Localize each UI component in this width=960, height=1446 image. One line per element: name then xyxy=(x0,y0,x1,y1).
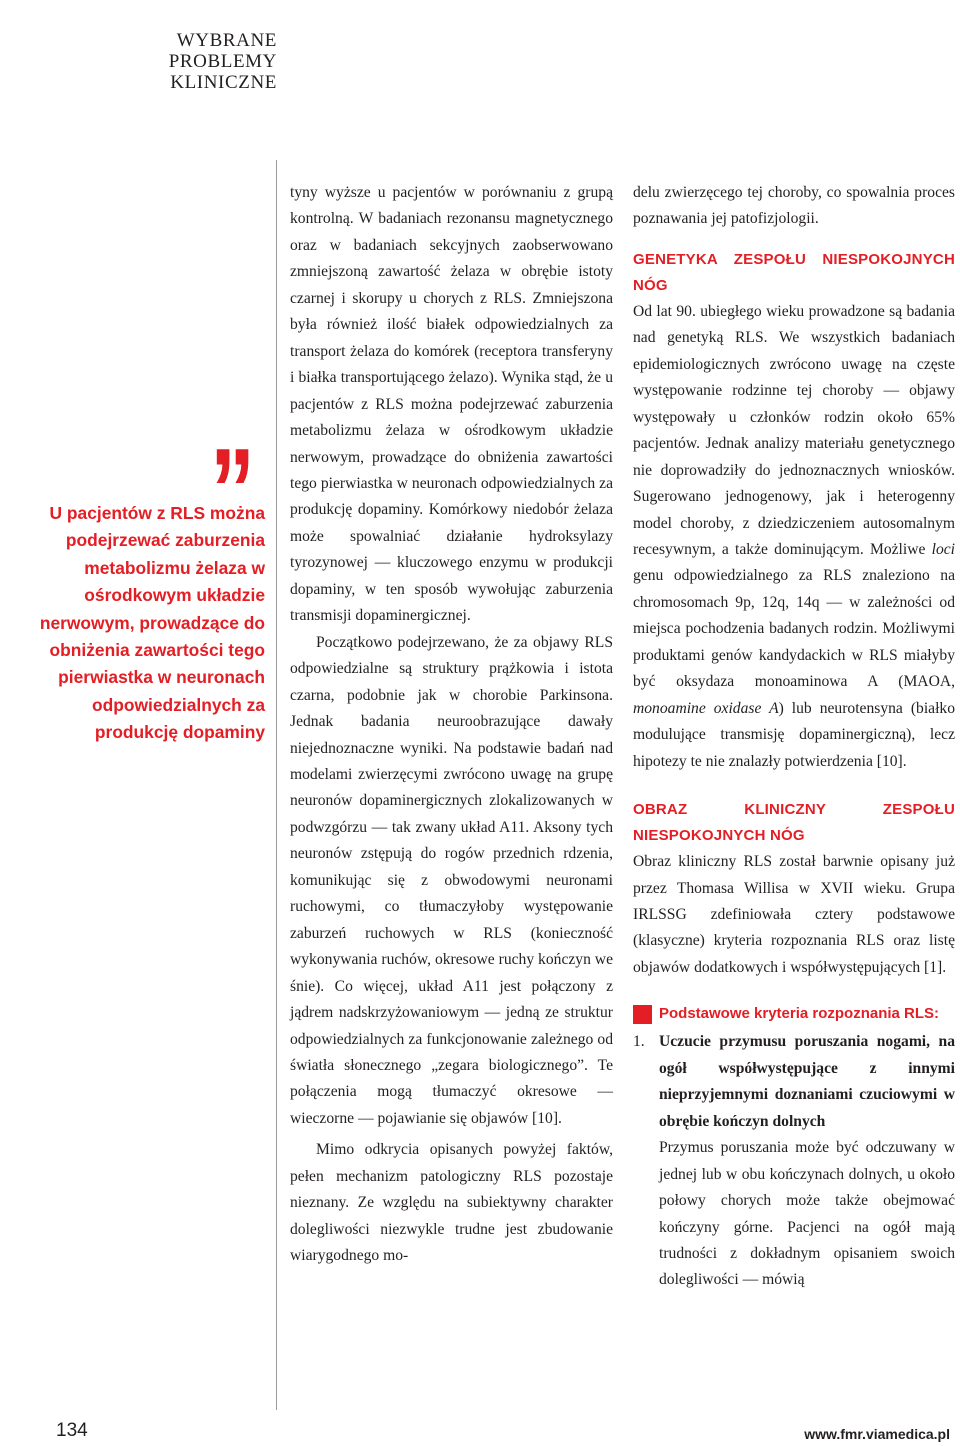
section-heading: OBRAZ KLINICZNY ZESPOŁU NIESPOKOJNYCH NÓG xyxy=(633,801,955,845)
red-square-icon xyxy=(633,1005,652,1024)
section-header-line: KLINICZNE xyxy=(170,72,277,93)
list-item xyxy=(633,1029,955,1294)
text-run: ) lub neurotensyna (białko modulujące transmisję dopaminergiczną), lecz hipotezy te nie znalazły potwierdzenia [10]. xyxy=(633,699,956,770)
list-item-number: 1. xyxy=(633,1033,645,1051)
paragraph xyxy=(633,299,955,775)
list-item-title: Uczucie przymusu poruszania nogami, na ogół współwystępujące z innymi nieprzyjemnymi doznaniami czuciowymi w obrębie kończyn dolnych xyxy=(659,1033,955,1130)
page-number: 134 xyxy=(56,1420,88,1441)
paragraph: Obraz kliniczny RLS został barwnie opisany już przez Thomasa Willisa w XVII wieku. Grupa IRLSSG zdefiniowała cztery podstawowe (klasyczne) kryteria rozpoznania RLS oraz listę objawów dodatkowych i współwystępujących [1]. xyxy=(633,853,955,976)
section-header xyxy=(37,30,277,93)
quote-mark-icon: ” xyxy=(210,424,249,558)
section-heading: GENETYKA ZESPOŁU NIESPOKOJNYCH NÓG xyxy=(633,250,955,294)
pull-quote: U pacjentów z RLS można podejrzewać zaburzenia metabolizmu żelaza w ośrodkowym układzie nerwowym, prowadzące do obniżenia zawartości tego pierwiastka w neuronach odpowiedzialnych za produkcję dopaminy xyxy=(39,503,265,743)
criteria-heading-text: Podstawowe kryteria rozpoznania RLS: xyxy=(659,1005,940,1023)
paragraph: Początkowo podejrzewano, że za objawy RLS odpowiedzialne są struktury prążkowia i istota czarna, podobnie jak w chorobie Parkinsona. Jednak badania neuroobrazujące dawały niejednoznaczne wyniki. Na podstawie badań nad modelami zwierzęcymi zwrócono uwagę na grupę neuronów dopaminergicznych zlokalizowanych w podwzgórzu — tak zwany układ A11. Aksony tych neuronów zstępują do rogów przednich rdzenia, komunikując się z obwodowymi neuronami ruchowymi, co tłumaczyłoby występowanie zaburzeń ruchowych w RLS (konieczność wykonywania ruchów, okresowe ruchy kończyn we śnie). Co więcej, układ A11 jest połączony z jądrem nadskrzyżowaniowym — jedną ze struktur odpowiedzialnych za funkcjonowanie zależnego od światła słonecznego „zegara biologicznego”. Te połączenia mogą tłumaczyć okresowe — wieczorne — pojawianie się objawów [10]. xyxy=(290,633,613,1127)
text-column-left xyxy=(290,180,613,1270)
text-run-italic: monoamine oxidase A xyxy=(633,699,779,717)
section-header-line: PROBLEMY xyxy=(168,51,277,72)
text-run: Od lat 90. ubiegłego wieku prowadzone są badania nad genetyką RLS. We wszystkich badaniach epidemiologicznych zwrócono uwagę na częste występowanie rodzinne tej choroby — objawy występowały u członków rodzin około 65% pacjentów. Jednak analizy materiału genetycznego nie doprowadziły do jednoznacznych wniosków. Sugerowano jednogenowy, jak i heterogenny model choroby, z dziedziczeniem autosomalnym recesywnym, a także dominującym. Możliwe xyxy=(633,302,955,558)
text-run: genu odpowiedzialnego za RLS znaleziono na chromosomach 9p, 12q, 14q — w zależności od miejsca pochodzenia badanych rodzin. Możliwymi produktami genów kandydackich w RLS miałyby być oksydaza monoaminowa A (MAOA, xyxy=(633,567,955,691)
criteria-heading xyxy=(633,1001,955,1027)
website-url: www.fmr.viamedica.pl xyxy=(804,1426,950,1442)
text-run-italic: loci xyxy=(931,540,955,558)
paragraph: tyny wyższe u pacjentów w porównaniu z grupą kontrolną. W badaniach rezonansu magnetycznego oraz w badaniach sekcyjnych zaobserwowano zmniejszoną zawartość żelaza w obrębie istoty czarnej i skorupy u chorych z RLS. Zmniejszona była również ilość białek odpowiedzialnych za transport żelaza do komórek (receptora transferyny i białka transportującego żelazo). Wynika stąd, że u pacjentów z RLS można podejrzewać zaburzenia metabolizmu żelaza w ośrodkowym układzie nerwowym, prowadzące do obniżenia zawartości tego pierwiastka w neuronach odpowiedzialnych za produkcję dopaminy. Komórkowy niedobór żelaza może spowalniać działanie hydroksylazy tyrozynowej — kluczowego enzymu w produkcji dopaminy, w ten sposób wywołując zaburzenia transmisji dopaminergicznej. xyxy=(290,184,613,625)
paragraph: delu zwierzęcego tej choroby, co spowalnia proces poznawania jej patofizjologii. xyxy=(633,184,955,228)
list-item-text: Przymus poruszania może być odczuwany w jednej lub w obu kończynach dolnych, u około połowy chorych może także obejmować kończyny górne. Pacjenci na ogół mają trudności z dokładnym opisaniem swoich dolegliwości — mówią xyxy=(659,1139,955,1289)
text-column-right xyxy=(633,180,955,1294)
list-item-body xyxy=(659,1029,955,1294)
paragraph: Mimo odkrycia opisanych powyżej faktów, pełen mechanizm patologiczny RLS pozostaje nieznany. Ze względu na subiektywny charakter dolegliwości niezwykle trudne jest zbudowanie wiarygodnego mo- xyxy=(290,1141,613,1265)
column-divider xyxy=(276,160,277,1410)
section-header-line: WYBRANE xyxy=(176,30,277,51)
